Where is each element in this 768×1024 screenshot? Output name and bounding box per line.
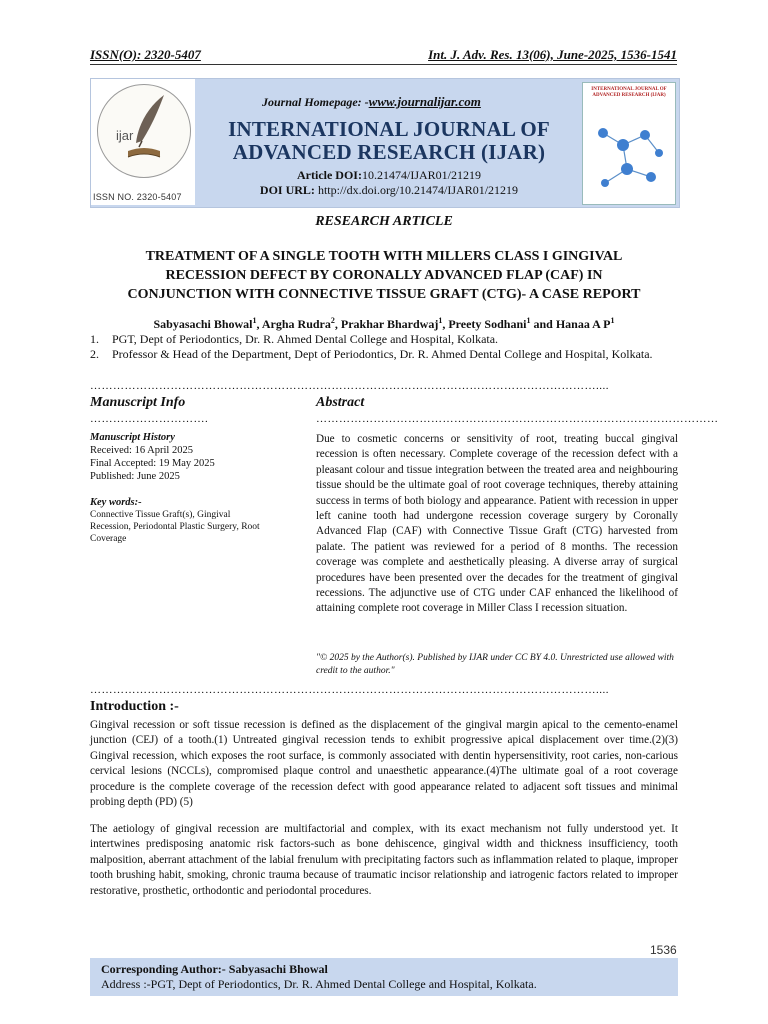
abstract-text: Due to cosmetic concerns or sensitivity of root, treating buccal gingival recession is often necessary. Complete coverage of the recession defect with a pleasant colour and tissue integration between the treated area and neighbouring tissue should be the ultimate goal of root coverage techniques, thereby attaining success in terms of both biology and appearance. Patient with recession in upper left canine tooth had undergone recession coverage surgery by Coronally Advanced Flap (CAF) with Connective Tissue Graft (CTG) harvested from palate. The patient was reviewed for a period of 8 months. The recession coverage was complete and aesthetically pleasing. A diverse array of surgical procedures have been presented over the decades for the treatment of gingival recessions. The adjunctive use of CTG under CAF enhanced the likelihood of attaining complete root coverage in Miller Class I recession situation.: [316, 433, 678, 615]
introduction-paragraph-1: Gingival recession or soft tissue recession is defined as the displacement of the gingival margin apical to the cemento-enamel junction (CEJ) of a tooth.(1) Untreated gingival recession tends to exhibit progressive apical displacement over time.(2)(3) Gingival recession, which exposes the root surface, is commonly associated with dentin hypersensitivity, root caries, non-carious cervical lesions (NCCLs), compromised plaque control and unaesthetic appearance.(4)The ultimate goal of a root coverage procedure is the complete coverage of the recession defect with good appearance related to adjacent soft tissues and minimal probing depth (PD) (5): [90, 719, 678, 809]
dotted-separator: ……………………………………………………………………………………………: [316, 413, 719, 425]
logo-issn: ISSN NO. 2320-5407: [93, 192, 182, 202]
affiliation-1: [90, 332, 678, 347]
journal-title-line2: ADVANCED RESEARCH (IJAR): [232, 140, 546, 164]
journal-title: [200, 118, 578, 164]
abstract-heading: Abstract: [316, 395, 365, 410]
author-affiliation-mark: 1: [610, 316, 615, 325]
keywords: [90, 497, 265, 545]
published-date: Published: June 2025: [90, 471, 180, 482]
author-name: Hanaa A P: [555, 317, 611, 331]
article-type: RESEARCH ARTICLE: [315, 214, 453, 229]
author-affiliation-mark: 1: [526, 316, 531, 325]
author-name: Argha Rudra: [261, 317, 331, 331]
journal-homepage: [262, 94, 481, 110]
affiliation-number: 2.: [90, 347, 99, 361]
doi-url-label: DOI URL:: [259, 183, 315, 197]
article-title-line3: CONJUNCTION WITH CONNECTIVE TISSUE GRAFT (CTG)- A CASE REPORT: [127, 287, 641, 302]
affiliation-number: 1.: [90, 332, 99, 346]
article-title-line2: RECESSION DEFECT BY CORONALLY ADVANCED FLAP (CAF) IN: [165, 268, 603, 283]
corresponding-author: Corresponding Author:- Sabyasachi Bhowal: [101, 962, 328, 976]
quill-book-icon: [98, 85, 190, 177]
received-date: Received: 16 April 2025: [90, 445, 193, 456]
logo-text: ijar: [116, 128, 134, 143]
author-affiliation-mark: 1: [252, 316, 257, 325]
doi-value: 10.21474/IJAR01/21219: [361, 168, 481, 182]
keywords-list: Connective Tissue Graft(s), Gingival Recession, Periodontal Plastic Surgery, Root Coverage: [90, 510, 260, 544]
affiliation-text: PGT, Dept of Periodontics, Dr. R. Ahmed Dental College and Hospital, Kolkata.: [112, 332, 499, 346]
header-rule: [90, 64, 677, 65]
accepted-date: Final Accepted: 19 May 2025: [90, 458, 215, 469]
introduction-heading: Introduction :-: [90, 699, 179, 714]
article-title-line1: TREATMENT OF A SINGLE TOOTH WITH MILLERS CLASS I GINGIVAL: [145, 249, 623, 264]
molecule-icon: [583, 83, 675, 204]
logo-circle: [97, 84, 191, 178]
journal-title-line1: INTERNATIONAL JOURNAL OF: [228, 117, 550, 141]
header-issn: ISSN(O): 2320-5407: [90, 47, 201, 62]
doi-url-link[interactable]: http://dx.doi.org/10.21474/IJAR01/21219: [317, 183, 519, 197]
author-affiliation-mark: 2: [330, 316, 335, 325]
doi-block: [200, 168, 578, 198]
journal-cover-image: [582, 82, 676, 205]
keywords-heading: Key words:-: [90, 497, 142, 508]
doi-label: Article DOI:: [297, 168, 362, 182]
affiliation-text: Professor & Head of the Department, Dept of Periodontics, Dr. R. Ahmed Dental College and Hospital, Kolkata.: [112, 347, 653, 361]
dotted-separator: ……………………………………………………………………………………………………………………....: [90, 684, 609, 696]
homepage-label: Journal Homepage: -: [262, 95, 369, 109]
homepage-link[interactable]: www.journalijar.com: [368, 94, 481, 109]
manuscript-info-heading: Manuscript Info: [90, 395, 186, 410]
history-heading: Manuscript History: [90, 432, 175, 443]
license-note: "© 2025 by the Author(s). Published by IJAR under CC BY 4.0. Unrestricted use allowed with credit to the author.": [316, 653, 674, 676]
introduction-paragraph-2: The aetiology of gingival recession are multifactorial and complex, with its exact mechanism not fully understood yet. It intertwines predisposing anatomic risk factors-such as bone dehiscence, gingival width and thickness insufficiency, tooth malposition, aberrant attachment of the labial frenulum with precipitating factors such as inflammation related to plaque, improper tooth brushing habit, smoking, chronic trauma because of traumatic incisor relationship and iatrogenic factors related to improper restorative, prosthetic, orthodontic and periodontal procedures.: [90, 823, 678, 897]
page-number: 1536: [650, 943, 677, 957]
manuscript-history: [90, 431, 290, 483]
dotted-separator: ………………………….: [90, 413, 209, 425]
cover-title: INTERNATIONAL JOURNAL OF ADVANCED RESEARCH (IJAR): [591, 87, 667, 98]
author-name: Sabyasachi Bhowal: [153, 317, 253, 331]
author-affiliation-mark: 1: [438, 316, 443, 325]
header-citation: Int. J. Adv. Res. 13(06), June-2025, 1536-1541: [428, 47, 677, 62]
dotted-separator: ……………………………………………………………………………………………………………………....: [90, 380, 609, 392]
author-name: Prakhar Bhardwaj: [340, 317, 439, 331]
article-title: [96, 247, 672, 304]
author-name: Preety Sodhani: [448, 317, 527, 331]
affiliation-2: [90, 347, 678, 362]
author-list: Sabyasachi Bhowal$^1$, Argha Rudra$^2$, Prakhar Bhardwaj$^1$, Preety Sodhani$^1$ and Hanaa A $P^1$: [153, 316, 615, 331]
corresponding-address: Address :-PGT, Dept of Periodontics, Dr. R. Ahmed Dental College and Hospital, Kolkata.: [101, 977, 537, 991]
